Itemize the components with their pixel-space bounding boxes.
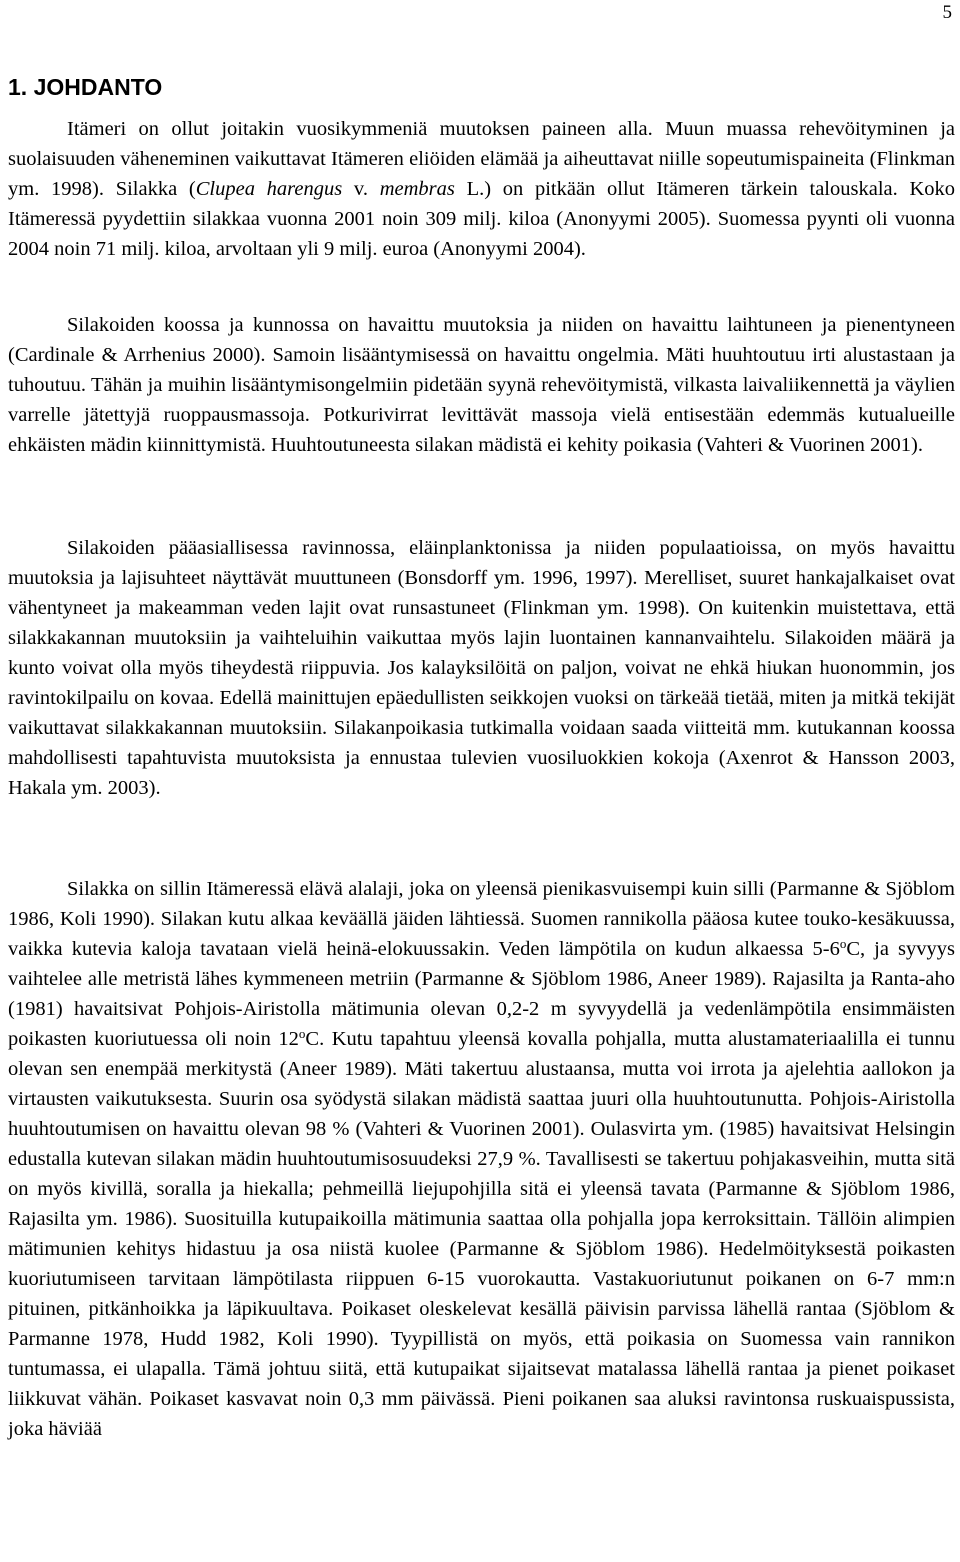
paragraph-4-part-a: Silakka on sillin Itämeressä elävä alalaji, joka on yleensä pienikasvuisempi kuin silli (Parmanne & Sjöblom 1986, Koli 1990). Silakan kutu alkaa keväällä jäiden lähtiessä. Suomen rannikolla pääosa kutee touko-kesäkuussa, vaikka kutevia kaloja tavataan vielä heinä-elokuussakin. Veden lämpötila on kudun alkaessa 5-6 [8, 878, 955, 960]
section-heading: 1. JOHDANTO [8, 74, 163, 100]
page-number: 5 [942, 2, 952, 23]
degree-superscript: o [839, 936, 847, 951]
paragraph-4-part-b: C, ja syvyys vaihtelee alle metristä lähes kymmeneen metriin (Parmanne & Sjöblom 1986, Aneer 1989). Rajasilta ja Ranta-aho (1981) havaitsivat Pohjois-Airistolla mätimunia olevan 0,2-2 m syvyydellä ja vedenlämpötila ensimmäisten poikasten kuoriutuessa oli noin 12 [8, 938, 955, 1050]
species-name: Clupea harengus [195, 178, 343, 200]
paragraph-1-part-a: Itämeri on ollut joitakin vuosikymmeniä muutoksen paineen alla. Muun muassa rehevöityminen ja suolaisuuden väheneminen vaikuttavat Itämeren eliöiden elämää ja aiheuttavat niille sopeutumispaineita (Flinkman ym. 1998). Silakka ( [8, 118, 955, 200]
paragraph-4-part-c: C. Kutu tapahtuu yleensä kovalla pohjalla, mutta alustamateriaalilla ei tunnu olevan sen enempää merkitystä (Aneer 1989). Mäti takertuu alustaansa, mutta voi irrota ja ajelehtia aallokon ja virtausten vaikutuksesta. Suurin osa syödystä silakan mädistä saattaa juuri olla huuhtoutunutta. Pohjois-Airistolla huuhtoutumisen on havaittu olevan 98 % (Vahteri & Vuorinen 2001). Oulasvirta ym. (1985) havaitsivat Helsingin edustalla kutevan silakan mädin huuhtoutumisosuudeksi 27,9 %. Tavallisesti se takertuu pohjakasveihin, mutta sitä on myös kivillä, soralla ja hiekalla; pehmeillä liejupohjilla sitä ei yleensä tavata (Parmanne & Sjöblom 1986, Rajasilta ym. 1986). Suosituilla kutupaikoilla mätimunia saattaa olla pohjalla jopa kerroksittain. Tällöin alimpien mätimunien kehitys hidastuu ja osa niistä kuolee (Parmanne & Sjöblom 1986). Hedelmöityksestä poikasten kuoriutumiseen tarvitaan lämpötilasta riippuen 6-15 vuorokautta. Vastakuoriutunut poikanen on 6-7 mm:n pituinen, pitkänhoikka ja läpikuultava. Poikaset oleskelevat kesällä päivisin parvissa lähellä rantaa (Sjöblom & Parmanne 1978, Hudd 1982, Koli 1990). Tyypillistä on myös, että poikasia on Suomessa vain rannikon tuntumassa, ei ulapalla. Tämä johtuu siitä, että kutupaikat sijaitsevat matalassa lähellä rantaa ja pienet poikaset liikkuvat vähän. Poikaset kasvavat noin 0,3 mm päivässä. Pieni poikanen saa aluksi ravintonsa ruskuaispussista, joka häviää [8, 1028, 955, 1440]
paragraph-1 [8, 114, 955, 264]
paragraph-3: Silakoiden pääasiallisessa ravinnossa, eläinplanktonissa ja niiden populaatioissa, on myös havaittu muutoksia ja lajisuhteet näyttävät muuttuneen (Bonsdorff ym. 1996, 1997). Merelliset, suuret hankajalkaiset ovat vähentyneet ja makeamman veden lajit ovat runsastuneet (Flinkman ym. 1998). On kuitenkin muistettava, että silakkakannan muutoksiin ja vaihteluihin vaikuttaa myös lajin luontainen kannanvaihtelu. Silakoiden määrä ja kunto voivat olla myös tiheydestä riippuvia. Jos kalayksilöitä on paljon, voivat ne ehkä hiukan huonommin, jos ravintokilpailu on kovaa. Edellä mainittujen epäedullisten seikkojen vuoksi on tärkeää tietää, miten ja mitkä tekijät vaikuttavat silakkakannan muutoksiin. Silakanpoikasia tutkimalla voidaan saada viitteitä mm. kutukannan koossa mahdollisesti tapahtuvista muutoksista ja ennustaa tulevien vuosiluokkien kokoja (Axenrot & Hansson 2003, Hakala ym. 2003). [8, 537, 955, 799]
paragraph-2: Silakoiden koossa ja kunnossa on havaittu muutoksia ja niiden on havaittu laihtuneen ja pienentyneen (Cardinale & Arrhenius 2000). Samoin lisääntymisessä on havaittu ongelmia. Mäti huuhtoutuu irti alustastaan ja tuhoutuu. Tähän ja muihin lisääntymisongelmiin pidetään syynä rehevöitymistä, vilkasta laivaliikennettä ja väylien varrelle jätettyjä ruoppausmassoja. Potkurivirrat levittävät massoja vielä entisestään edemmäs kutualueille ehkäisten mädin kiinnittymistä. Huuhtoutuneesta silakan mädistä ei kehity poikasia (Vahteri & Vuorinen 2001). [8, 314, 955, 456]
paragraph-1-part-b: v. [342, 178, 380, 200]
subspecies-name: membras [379, 178, 455, 200]
degree-superscript: o [298, 1026, 306, 1041]
paragraph-4 [8, 874, 955, 1444]
paragraph-1-part-c: L.) on pitkään ollut Itämeren tärkein talouskala. Koko Itämeressä pyydettiin silakkaa vuonna 2001 noin 309 milj. kiloa (Anonyymi 2005). Suomessa pyynti oli vuonna 2004 noin 71 milj. kiloa, arvoltaan yli 9 milj. euroa (Anonyymi 2004). [8, 178, 956, 260]
